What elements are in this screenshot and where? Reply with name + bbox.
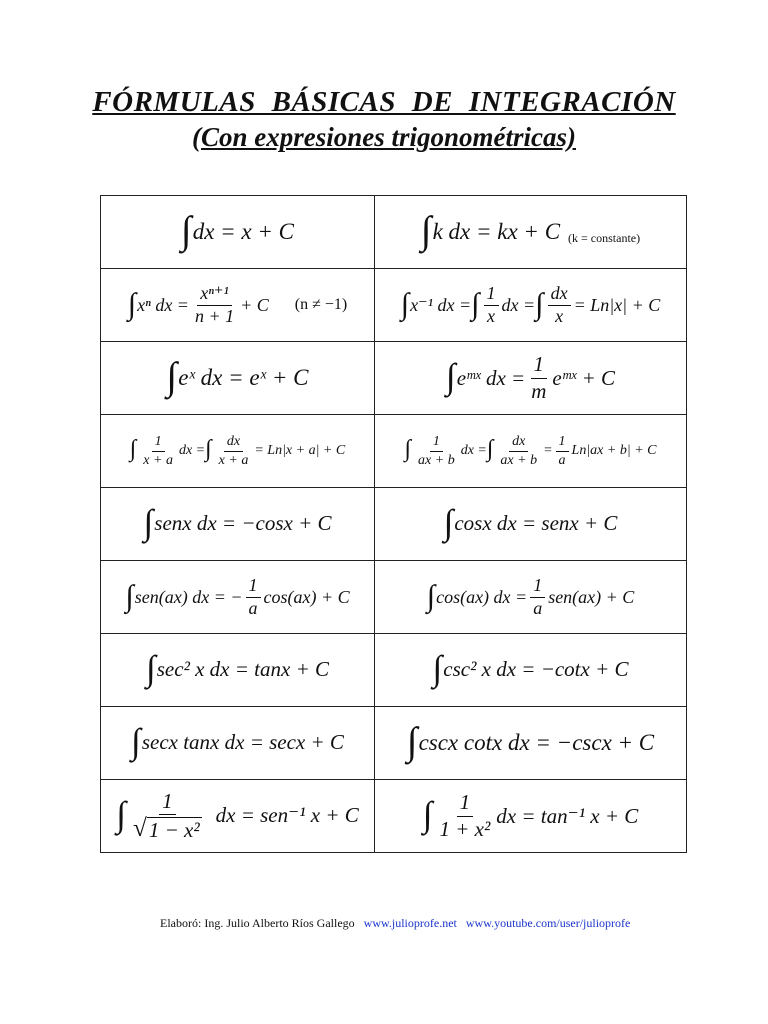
denominator <box>130 815 205 841</box>
formula-part: = <box>543 443 553 458</box>
formula-part: = Ln|x + a| + C <box>254 443 346 458</box>
formula-part: eᵐˣ dx = <box>456 365 526 390</box>
numerator: dx <box>548 284 571 306</box>
formula-sec2: sec² x dx = tanx + C <box>156 657 330 682</box>
formula-csc2: csc² x dx = −cotx + C <box>443 657 629 682</box>
integral-sign: ∫ <box>422 794 433 835</box>
formula-cell <box>101 196 375 269</box>
numerator: 1 <box>530 576 545 598</box>
numerator: 1 <box>457 791 474 816</box>
formula-cell <box>101 269 375 342</box>
formula-part: + C <box>240 294 269 315</box>
formula-part: x⁻¹ dx = <box>410 294 472 315</box>
formula-cell <box>375 488 687 561</box>
formula-cell <box>101 342 375 415</box>
fraction <box>140 434 176 468</box>
formula-part: sen(ax) + C <box>548 586 635 607</box>
fraction <box>437 791 494 840</box>
formula-part: dx = <box>501 294 536 315</box>
formula-sen: senx dx = −cosx + C <box>154 511 332 536</box>
integral-sign: ∫ <box>143 502 154 543</box>
formula-part: dx = tan⁻¹ x + C <box>496 803 639 828</box>
condition-note: (n ≠ −1) <box>294 296 348 313</box>
denominator: x <box>555 305 564 326</box>
formula-part: = Ln|x| + C <box>573 294 661 315</box>
integral-sign: ∫ <box>400 286 410 321</box>
formula-table <box>100 195 687 853</box>
page-title: FÓRMULAS BÁSICAS DE INTEGRACIÓN <box>92 86 676 118</box>
denominator: a <box>248 597 258 618</box>
fraction <box>484 284 499 327</box>
formula-part: cos(ax) + C <box>263 586 350 607</box>
numerator: 1 <box>430 434 443 451</box>
fraction <box>497 434 540 468</box>
denominator: x + a <box>218 452 249 468</box>
formula-cell <box>101 707 375 780</box>
denominator: a <box>558 452 566 468</box>
numerator: 1 <box>152 434 165 451</box>
integral-sign: ∫ <box>443 502 454 543</box>
integral-sign: ∫ <box>404 436 412 463</box>
formula-cell <box>101 488 375 561</box>
formula-cell <box>375 415 687 488</box>
formula-row <box>101 342 687 415</box>
formula-part: dx = <box>178 443 206 458</box>
sqrt-symbol <box>133 816 202 841</box>
fraction <box>548 284 571 327</box>
formula-exp: eˣ dx = eˣ + C <box>178 365 309 390</box>
constant-note: (k = constante) <box>568 230 641 245</box>
fraction <box>216 434 252 468</box>
formula-cos: cosx dx = senx + C <box>454 511 618 536</box>
formula-part: eᵐˣ + C <box>552 365 616 390</box>
integral-sign: ∫ <box>535 286 544 321</box>
formula-cell <box>375 342 687 415</box>
numerator: 1 <box>159 790 176 815</box>
formula-csccot: cscx cotx dx = −cscx + C <box>418 730 655 755</box>
radicand: 1 − x² <box>148 817 200 842</box>
formula-sectan: secx tanx dx = secx + C <box>141 730 344 755</box>
integral-sign: ∫ <box>116 794 127 835</box>
integral-sign: ∫ <box>180 209 192 253</box>
page-subtitle: (Con expresiones trigonométricas) <box>191 122 576 152</box>
numerator: dx <box>509 434 528 451</box>
formula-row <box>101 196 687 269</box>
integral-sign: ∫ <box>406 720 418 764</box>
formula-row <box>101 634 687 707</box>
fraction <box>528 353 549 402</box>
formula-row <box>101 269 687 342</box>
fraction <box>192 284 237 327</box>
denominator: m <box>531 378 547 403</box>
denominator: ax + b <box>500 452 538 468</box>
integral-sign: ∫ <box>205 436 212 463</box>
formula-cell <box>101 634 375 707</box>
integral-sign: ∫ <box>129 436 137 463</box>
formula-part: sen(ax) dx = − <box>134 586 243 607</box>
fraction <box>556 434 569 468</box>
fraction <box>130 790 205 841</box>
formula-part: xⁿ dx = <box>137 294 189 315</box>
numerator: 1 <box>556 434 569 451</box>
denominator: 1 + x² <box>439 816 491 841</box>
footer-credit: Elaboró: Ing. Julio Alberto Ríos Gallego <box>160 916 355 930</box>
formula-row <box>101 415 687 488</box>
numerator: 1 <box>484 284 499 306</box>
numerator: dx <box>224 434 243 451</box>
fraction <box>415 434 458 468</box>
numerator: 1 <box>531 353 548 378</box>
formula-cell <box>101 561 375 634</box>
integral-sign: ∫ <box>166 355 178 399</box>
integral-sign: ∫ <box>471 286 480 321</box>
formula-part: dx = <box>460 443 487 458</box>
integral-sign: ∫ <box>420 209 432 253</box>
formula-row <box>101 561 687 634</box>
formula-kdx: k dx = kx + C <box>432 219 561 244</box>
formula-cell <box>101 415 375 488</box>
integral-sign: ∫ <box>145 648 156 689</box>
formula-row <box>101 488 687 561</box>
formula-row <box>101 780 687 853</box>
formula-cell <box>375 634 687 707</box>
formula-dx: dx = x + C <box>192 219 295 244</box>
denominator: n + 1 <box>194 305 235 326</box>
denominator: x <box>487 305 496 326</box>
integral-sign: ∫ <box>432 648 443 689</box>
formula-cell <box>375 196 687 269</box>
integral-sign: ∫ <box>445 356 456 397</box>
integral-sign: ∫ <box>486 436 494 463</box>
denominator: a <box>533 597 543 618</box>
formula-cell <box>375 780 687 853</box>
integral-sign: ∫ <box>127 286 137 321</box>
footer <box>160 916 630 931</box>
formula-cell <box>375 707 687 780</box>
formula-part: cos(ax) dx = <box>436 586 528 607</box>
formula-cell <box>375 269 687 342</box>
fraction <box>246 576 261 619</box>
formula-cell <box>375 561 687 634</box>
formula-cell <box>101 780 375 853</box>
footer-link-site[interactable]: www.julioprofe.net <box>363 916 457 930</box>
formula-part: Ln|ax + b| + C <box>571 443 657 458</box>
fraction <box>530 576 545 619</box>
formula-part: dx = sen⁻¹ x + C <box>215 803 359 828</box>
denominator: ax + b <box>418 452 455 468</box>
numerator: xⁿ⁺¹ <box>197 284 232 306</box>
integral-sign: ∫ <box>426 578 436 613</box>
denominator: x + a <box>143 452 173 468</box>
footer-link-youtube[interactable]: www.youtube.com/user/julioprofe <box>465 916 631 930</box>
radical-icon: √ <box>133 815 147 843</box>
integral-sign: ∫ <box>131 721 141 762</box>
numerator: 1 <box>246 576 261 598</box>
integral-sign: ∫ <box>125 578 134 613</box>
formula-row <box>101 707 687 780</box>
